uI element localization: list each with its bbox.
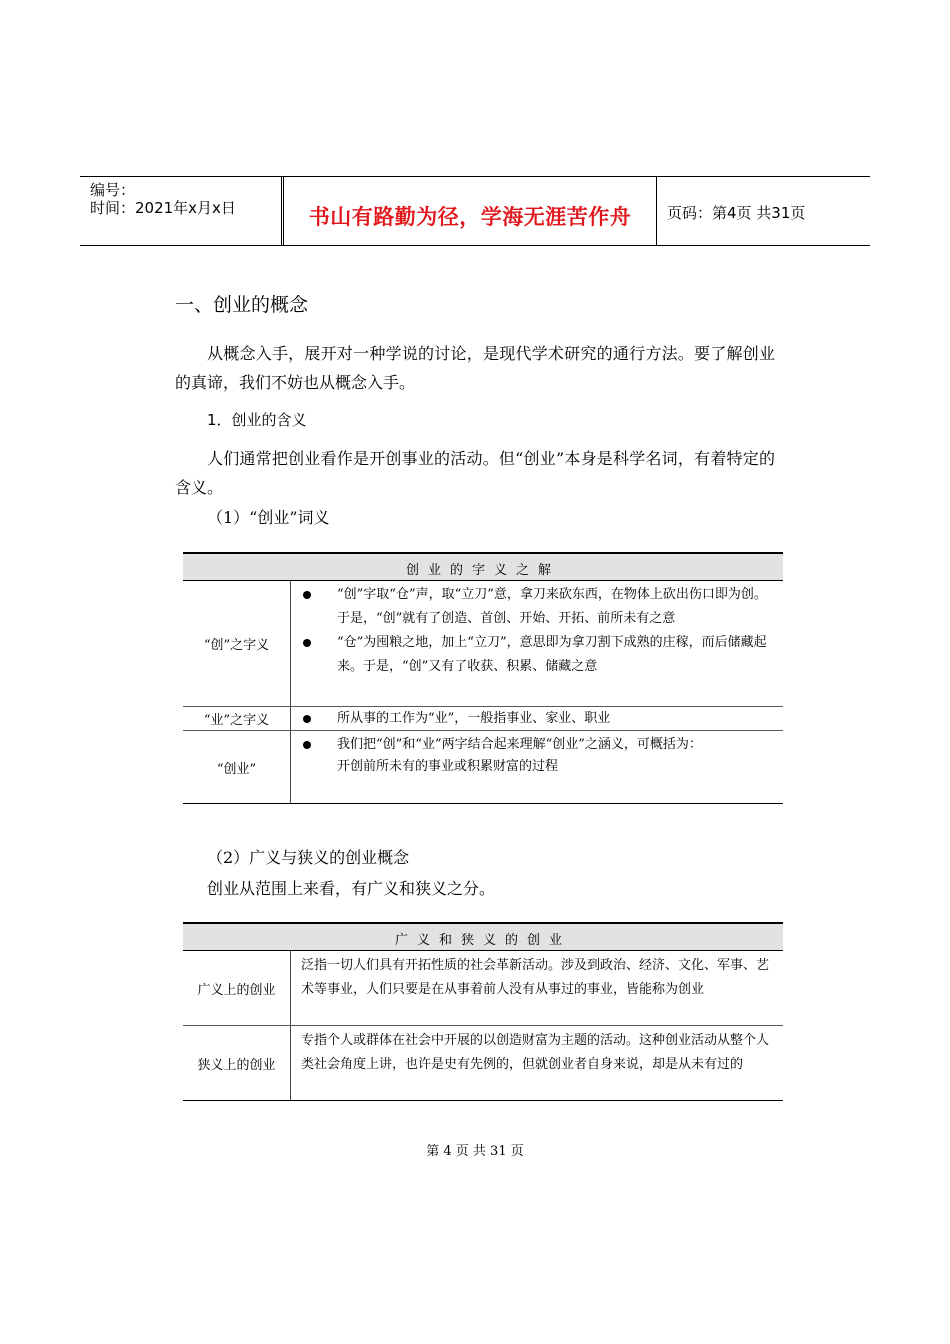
header-motto: 书山有路勤为径，学海无涯苦作舟 [308, 205, 632, 229]
row-label: 广义上的创业 [183, 951, 291, 1025]
definition-text: 开创前所未有的事业或积累财富的过程 [337, 759, 559, 774]
list-item [301, 631, 775, 679]
table-title: 广义和狭义的创业 [183, 924, 783, 951]
list-item [301, 733, 775, 757]
table-row [183, 1025, 783, 1100]
bullet-text: “仓”为囤粮之地，加上“立刀”，意思即为拿刀割下成熟的庄稼，而后储藏起来。于是，“创”又有了收获、积累、储藏之意 [337, 635, 767, 674]
table-row [183, 951, 783, 1025]
table-row [183, 730, 783, 803]
table-row [183, 581, 783, 706]
row-content: 专指个人或群体在社会中开展的以创造财富为主题的活动。这种创业活动从整个人类社会角度上讲，也许是史有先例的，但就创业者自身来说，却是从未有过的 [301, 1033, 770, 1072]
intro-paragraph: 从概念入手，展开对一种学说的讨论，是现代学术研究的通行方法。要了解创业的真谛，我们不妨也从概念入手。 [175, 344, 775, 392]
table-row [183, 706, 783, 730]
header-right-cell [657, 177, 870, 245]
character-meaning-table [183, 552, 783, 804]
item-1-label: （1）“创业”词义 [207, 508, 330, 527]
section-title: 一、创业的概念 [175, 294, 309, 316]
header-left-cell [80, 177, 282, 245]
scope-line: 创业从范围上来看，有广义和狭义之分。 [207, 879, 496, 898]
bullet-icon [303, 639, 311, 647]
table-title: 创业的字义之解 [183, 554, 783, 581]
sub-heading-meaning: 1．创业的含义 [207, 411, 307, 429]
row-content [291, 731, 783, 803]
header-middle-cell [283, 177, 657, 245]
meaning-paragraph: 人们通常把创业看作是开创事业的活动。但“创业”本身是科学名词，有着特定的含义。 [175, 449, 775, 497]
row-content [291, 581, 783, 706]
row-content: 泛指一切人们具有开拓性质的社会革新活动。涉及到政治、经济、文化、军事、艺术等事业，人们只要是在从事着前人没有从事过的事业，皆能称为创业 [301, 958, 770, 997]
document-time-label: 时间：2021年x月x日 [90, 199, 236, 217]
bullet-icon [303, 741, 311, 749]
page-footer: 第 4 页 共 31 页 [426, 1144, 524, 1159]
bullet-text: 我们把“创”和“业”两字结合起来理解“创业”之涵义，可概括为： [337, 737, 702, 752]
row-label: “创业” [183, 731, 291, 803]
bullet-text: “创”字取“仓”声，取“立刀”意，拿刀来砍东西，在物体上砍出伤口即为创。于是，“创”就有了创造、首创、开始、开拓、前所未有之意 [337, 587, 767, 626]
list-item [301, 583, 775, 631]
bullet-text: 所从事的工作为“业”，一般指事业、家业、职业 [337, 711, 611, 726]
item-2-label: （2）广义与狭义的创业概念 [207, 848, 410, 867]
bullet-icon [303, 715, 311, 723]
document-number-label: 编号： [90, 181, 136, 199]
document-header [80, 176, 870, 246]
row-label: “创”之字义 [183, 581, 291, 706]
list-item [301, 707, 775, 731]
row-label: “业”之字义 [183, 707, 291, 730]
header-page-label: 页码：第4页 共31页 [667, 204, 806, 222]
broad-narrow-table [183, 922, 783, 1101]
bullet-icon [303, 591, 311, 599]
row-label: 狭义上的创业 [183, 1026, 291, 1100]
row-content [291, 707, 783, 730]
